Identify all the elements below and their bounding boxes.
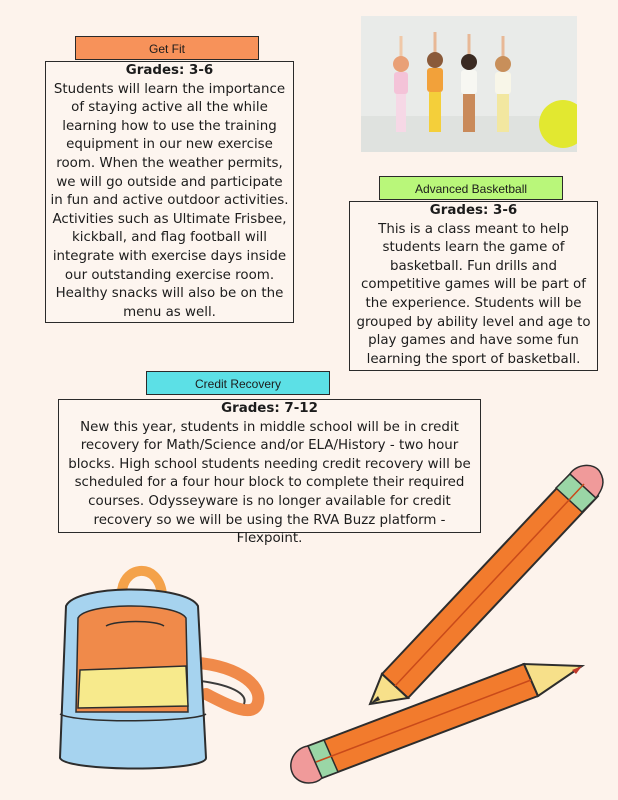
- backpack-icon: [36, 544, 276, 784]
- get-fit-box: [45, 61, 294, 323]
- get-fit-grades: Grades: 3-6: [125, 63, 214, 78]
- pencil-icon: [276, 446, 606, 786]
- advanced-basketball-tag: Advanced Basketball: [379, 176, 563, 200]
- kids-yoga-photo: [361, 16, 577, 152]
- get-fit-description: Students will learn the importance of staying active all the while learning how to use the training equipment in our new exercise room. When the weather permits, we will go outside and participate in fun and active outdoor activities. Activities such as Ultimate Frisbee, kickball, and flag football will integrate with exercise days inside our outstanding exercise room. Healthy snacks will also be on the menu as well.: [50, 81, 289, 320]
- advanced-basketball-box: [349, 201, 598, 371]
- credit-recovery-tag: Credit Recovery: [146, 371, 330, 395]
- credit-recovery-grades: Grades: 7-12: [221, 401, 318, 416]
- advanced-basketball-description: This is a class meant to help students learn the game of basketball. Fun drills and competitive games will be part of the experience. Students will be grouped by ability level and age to play games and have some fun learning the sport of basketball.: [356, 221, 591, 367]
- credit-recovery-description: New this year, students in middle school will be in credit recovery for Math/Science and/or ELA/History - two hour blocks. High school students needing credit recovery will be scheduled for a four hour block to complete their required courses. Odysseyware is no longer available for credit recovery so we will be using the RVA Buzz platform - Flexpoint.: [68, 419, 471, 547]
- advanced-basketball-grades: Grades: 3-6: [429, 203, 518, 218]
- get-fit-tag: Get Fit: [75, 36, 259, 60]
